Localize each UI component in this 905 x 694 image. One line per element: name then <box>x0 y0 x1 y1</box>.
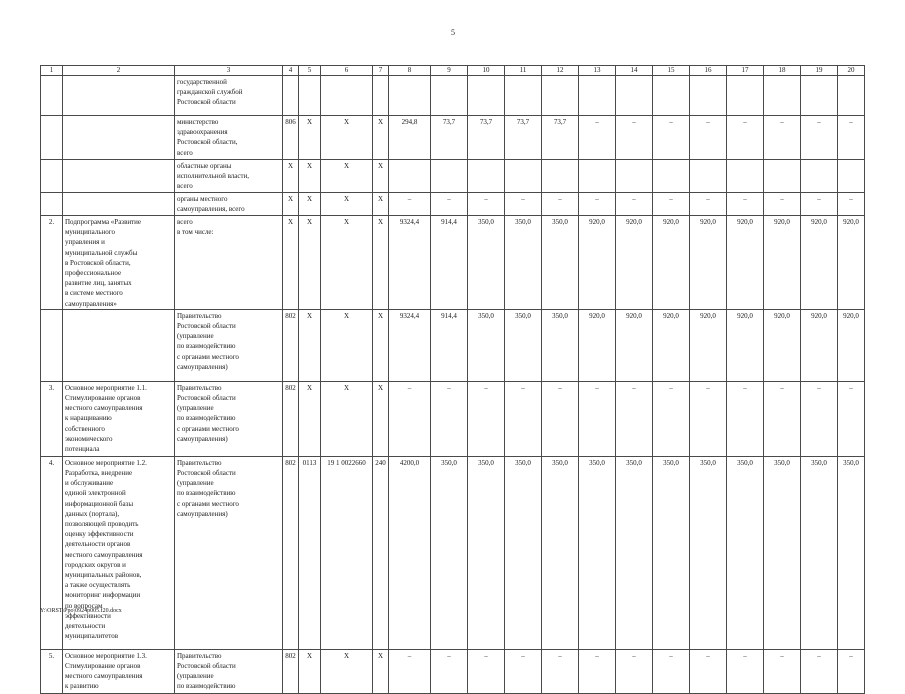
table-cell: 920,0 <box>616 309 653 381</box>
table-cell <box>299 76 321 116</box>
table-cell <box>653 76 690 116</box>
table-cell: – <box>505 381 542 456</box>
table-cell: – <box>653 381 690 456</box>
column-number: 3 <box>175 66 283 76</box>
table-cell <box>690 160 727 193</box>
table-cell: – <box>616 193 653 216</box>
table-cell: X <box>373 193 389 216</box>
table-cell: – <box>838 116 865 160</box>
table-cell: X <box>299 216 321 310</box>
table-row <box>41 456 865 649</box>
table-cell <box>41 309 63 381</box>
table-cell: 9324,4 <box>389 216 431 310</box>
table-cell: – <box>838 381 865 456</box>
table-cell: 920,0 <box>838 309 865 381</box>
table-cell: органы местного самоуправления, всего <box>175 193 283 216</box>
table-cell: X <box>373 160 389 193</box>
table-cell: 350,0 <box>764 456 801 649</box>
table-cell: X <box>373 116 389 160</box>
column-number: 9 <box>431 66 468 76</box>
table-cell: Правительство Ростовской области (управление по взаимодействию с органами местного самоуправления) <box>175 381 283 456</box>
table-cell: Основное мероприятие 1.3. Стимулирование органов местного самоуправления к развитию <box>63 649 175 693</box>
table-cell: 350,0 <box>468 309 505 381</box>
column-number: 8 <box>389 66 431 76</box>
table-cell: 802 <box>283 649 299 693</box>
table-cell: областные органы исполнительной власти, всего <box>175 160 283 193</box>
table-cell: – <box>801 381 838 456</box>
table-cell <box>542 76 579 116</box>
table-cell: 350,0 <box>616 456 653 649</box>
column-number: 13 <box>579 66 616 76</box>
table-cell: – <box>579 649 616 693</box>
table-cell: 920,0 <box>764 216 801 310</box>
table-cell: 802 <box>283 309 299 381</box>
table-cell <box>283 76 299 116</box>
table-cell: – <box>727 193 764 216</box>
table-cell: 350,0 <box>653 456 690 649</box>
column-number: 4 <box>283 66 299 76</box>
table-cell: – <box>801 193 838 216</box>
table-cell <box>41 76 63 116</box>
table-cell <box>41 193 63 216</box>
table-cell: X <box>321 193 373 216</box>
column-number: 5 <box>299 66 321 76</box>
table-cell: – <box>579 381 616 456</box>
table-cell: X <box>299 116 321 160</box>
table-cell: 920,0 <box>579 216 616 310</box>
table-cell: 350,0 <box>801 456 838 649</box>
column-number: 12 <box>542 66 579 76</box>
table-cell: 920,0 <box>801 216 838 310</box>
table-cell: 350,0 <box>431 456 468 649</box>
table-cell: 350,0 <box>838 456 865 649</box>
table-cell: всего в том числе: <box>175 216 283 310</box>
table-cell <box>616 160 653 193</box>
column-number: 11 <box>505 66 542 76</box>
table-cell: X <box>283 193 299 216</box>
table-cell <box>63 193 175 216</box>
table-row <box>41 381 865 456</box>
column-number: 20 <box>838 66 865 76</box>
table-cell <box>63 309 175 381</box>
column-number: 7 <box>373 66 389 76</box>
table-cell <box>690 76 727 116</box>
table-cell: X <box>299 381 321 456</box>
table-cell: 802 <box>283 456 299 649</box>
table-cell <box>41 116 63 160</box>
table-cell: X <box>299 649 321 693</box>
table-cell: X <box>321 381 373 456</box>
table-cell: X <box>373 216 389 310</box>
table-cell: – <box>542 193 579 216</box>
table-cell <box>838 160 865 193</box>
table-cell: – <box>801 116 838 160</box>
column-number: 15 <box>653 66 690 76</box>
table-cell <box>373 76 389 116</box>
table-cell <box>431 160 468 193</box>
table-cell: 19 1 0022660 <box>321 456 373 649</box>
table-cell: 920,0 <box>690 309 727 381</box>
table-cell: 920,0 <box>801 309 838 381</box>
table-cell: – <box>653 116 690 160</box>
table-cell: 4. <box>41 456 63 649</box>
table-cell: 806 <box>283 116 299 160</box>
table-cell: государственной гражданской службой Ростовской области <box>175 76 283 116</box>
table-cell: 294,8 <box>389 116 431 160</box>
table-cell: X <box>373 309 389 381</box>
table-cell: – <box>542 649 579 693</box>
table-cell: X <box>321 160 373 193</box>
table-cell <box>41 160 63 193</box>
table-cell: 914,4 <box>431 309 468 381</box>
table-row <box>41 309 865 381</box>
table-cell: X <box>321 216 373 310</box>
table-cell <box>389 160 431 193</box>
table-cell: 350,0 <box>468 216 505 310</box>
column-number: 19 <box>801 66 838 76</box>
table-cell: 4200,0 <box>389 456 431 649</box>
table-cell <box>653 160 690 193</box>
table-cell: Основное мероприятие 1.1. Стимулирование органов местного самоуправления к наращиванию собственного экономического потенциала <box>63 381 175 456</box>
column-number: 18 <box>764 66 801 76</box>
table-cell: X <box>283 160 299 193</box>
table-cell: министерство здравоохранения Ростовской области, всего <box>175 116 283 160</box>
table-cell: – <box>431 649 468 693</box>
table-cell: 9324,4 <box>389 309 431 381</box>
table-cell: – <box>616 381 653 456</box>
table-cell: – <box>690 381 727 456</box>
table-cell: – <box>838 649 865 693</box>
table-cell: – <box>505 649 542 693</box>
table-cell: – <box>468 381 505 456</box>
table-cell: – <box>579 116 616 160</box>
table-cell: 73,7 <box>431 116 468 160</box>
table-cell <box>63 76 175 116</box>
table-cell: X <box>283 216 299 310</box>
table-cell: 350,0 <box>505 216 542 310</box>
table-cell <box>579 160 616 193</box>
table-cell: X <box>373 649 389 693</box>
table-cell: 920,0 <box>690 216 727 310</box>
table-cell: 240 <box>373 456 389 649</box>
table-row <box>41 76 865 116</box>
column-number-row <box>41 66 865 76</box>
table-row <box>41 193 865 216</box>
table-row <box>41 160 865 193</box>
table-cell <box>838 76 865 116</box>
table-cell: 914,4 <box>431 216 468 310</box>
table-cell <box>468 76 505 116</box>
table-cell: – <box>653 649 690 693</box>
table-cell: 73,7 <box>468 116 505 160</box>
table-cell <box>764 76 801 116</box>
table-cell <box>764 160 801 193</box>
table-cell: – <box>801 649 838 693</box>
table-cell: – <box>764 116 801 160</box>
table-cell: Основное мероприятие 1.2. Разработка, внедрение и обслуживание единой электронной информационной базы данных (портала), позволяющей проводить оценку эффективности деятельности органов местного самоуправления городских округов и муниципальных районов, а также осуществлять мониторинг информации по вопросам эффективности деятельности муниципалитетов <box>63 456 175 649</box>
table-cell: X <box>299 309 321 381</box>
page-number: 5 <box>451 28 455 37</box>
column-number: 6 <box>321 66 373 76</box>
column-number: 14 <box>616 66 653 76</box>
column-number: 17 <box>727 66 764 76</box>
table-cell: Правительство Ростовской области (управление по взаимодействию с органами местного самоуправления) <box>175 309 283 381</box>
table-cell: 920,0 <box>727 216 764 310</box>
table-cell: – <box>468 193 505 216</box>
table-cell: 0113 <box>299 456 321 649</box>
table-cell: – <box>389 649 431 693</box>
table-cell: – <box>389 381 431 456</box>
table-cell: Подпрограмма «Развитие муниципального управления и муниципальной службы в Ростовской области, профессиональное развитие лиц, занятых в системе местного самоуправления» <box>63 216 175 310</box>
table-cell: X <box>321 309 373 381</box>
table-cell: 350,0 <box>542 309 579 381</box>
table-cell: 920,0 <box>727 309 764 381</box>
table-cell: – <box>389 193 431 216</box>
column-number: 10 <box>468 66 505 76</box>
table-cell: 350,0 <box>727 456 764 649</box>
table-cell: – <box>690 193 727 216</box>
table-cell: – <box>431 381 468 456</box>
table-cell: 3. <box>41 381 63 456</box>
table-cell: X <box>321 116 373 160</box>
table-cell: – <box>468 649 505 693</box>
table-cell: 920,0 <box>838 216 865 310</box>
table-cell: 350,0 <box>690 456 727 649</box>
table-cell: X <box>299 193 321 216</box>
table-cell: 920,0 <box>616 216 653 310</box>
table-cell <box>505 76 542 116</box>
table-row <box>41 216 865 310</box>
table-cell: Правительство Ростовской области (управление по взаимодействию <box>175 649 283 693</box>
table-cell: – <box>653 193 690 216</box>
column-number: 1 <box>41 66 63 76</box>
table-cell: – <box>690 649 727 693</box>
table-cell: 350,0 <box>505 309 542 381</box>
table-cell <box>468 160 505 193</box>
table-cell: X <box>321 649 373 693</box>
table-cell: – <box>505 193 542 216</box>
table-cell: 920,0 <box>764 309 801 381</box>
table-cell: 73,7 <box>505 116 542 160</box>
table-cell: 5. <box>41 649 63 693</box>
table-cell: 73,7 <box>542 116 579 160</box>
table-cell: 920,0 <box>653 309 690 381</box>
table-cell <box>801 76 838 116</box>
column-number: 16 <box>690 66 727 76</box>
table-cell: 350,0 <box>579 456 616 649</box>
table-cell: – <box>764 193 801 216</box>
table-cell <box>579 76 616 116</box>
table-cell: – <box>542 381 579 456</box>
table-cell: 350,0 <box>468 456 505 649</box>
table-cell: 350,0 <box>542 216 579 310</box>
table-cell: – <box>616 649 653 693</box>
table-cell <box>727 76 764 116</box>
column-number: 2 <box>63 66 175 76</box>
table-cell: – <box>727 649 764 693</box>
table-cell <box>63 116 175 160</box>
table-cell: 802 <box>283 381 299 456</box>
table-cell: – <box>579 193 616 216</box>
table-cell: – <box>431 193 468 216</box>
table-cell: Правительство Ростовской области (управление по взаимодействию с органами местного самоуправления) <box>175 456 283 649</box>
table-cell <box>389 76 431 116</box>
table-cell: – <box>838 193 865 216</box>
table-cell: – <box>616 116 653 160</box>
table-cell: – <box>764 381 801 456</box>
table-cell: – <box>764 649 801 693</box>
table-cell <box>505 160 542 193</box>
table-cell <box>321 76 373 116</box>
table-row <box>41 116 865 160</box>
program-table <box>40 65 865 694</box>
table-cell <box>616 76 653 116</box>
table-cell: 350,0 <box>542 456 579 649</box>
table-cell: 2. <box>41 216 63 310</box>
file-path: Y:\ORST\Ppo\0924p005.f20.docx <box>40 608 122 614</box>
table-cell: – <box>727 381 764 456</box>
table-cell: X <box>373 381 389 456</box>
table-cell <box>63 160 175 193</box>
table-cell <box>801 160 838 193</box>
table-row <box>41 649 865 693</box>
table-cell <box>727 160 764 193</box>
table-cell: 920,0 <box>579 309 616 381</box>
table-cell: 920,0 <box>653 216 690 310</box>
table-cell: – <box>727 116 764 160</box>
table-cell <box>542 160 579 193</box>
table-cell: 350,0 <box>505 456 542 649</box>
table-cell: – <box>690 116 727 160</box>
table-cell: X <box>299 160 321 193</box>
table-cell <box>431 76 468 116</box>
